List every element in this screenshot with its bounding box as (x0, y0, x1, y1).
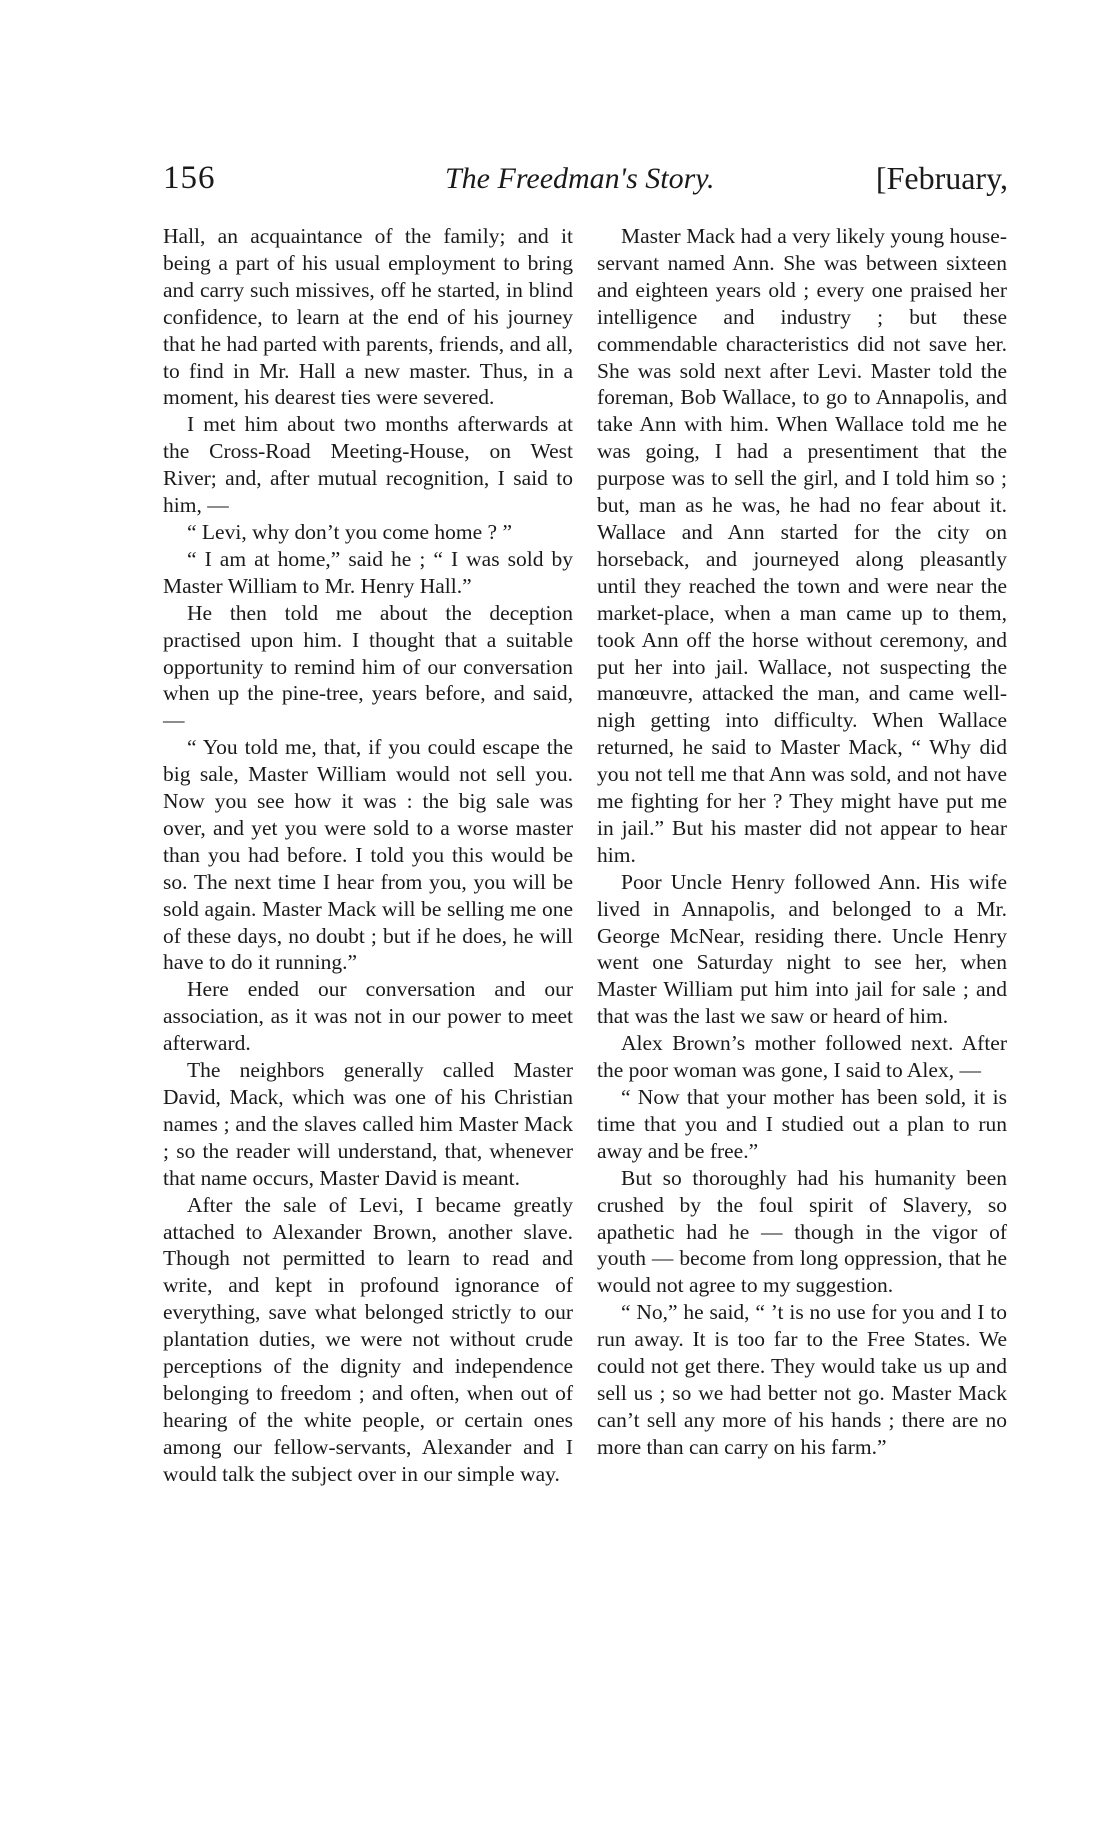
paragraph: The neighbors generally called Master David, Mack, which was one of his Christian names ; and the slaves called him Master Mack ; so the reader will understand, that, whenever that name occurs, Master David is meant. (163, 1058, 573, 1190)
paragraph: Alex Brown’s mother followed next. After the poor woman was gone, I said to Alex, — (597, 1031, 1007, 1083)
paragraph: “ No,” he said, “ ’t is no use for you and I to run away. It is too far to the Free States. We could not get there. They would take us up and sell us ; so we had better not go. Master Mack can’t sell any more of his hands ; there are no more than can carry on his farm.” (597, 1300, 1007, 1459)
page-number: 156 (163, 160, 216, 196)
paragraph: “ I am at home,” said he ; “ I was sold by Master William to Mr. Henry Hall.” (163, 546, 573, 598)
left-column (163, 223, 573, 1488)
running-month: [February, (875, 160, 1008, 196)
paragraph: Hall, an acquaintance of the family; and it being a part of his usual employment to bring and carry such missives, off he started, in blind confidence, to learn at the end of his journey that he had parted with parents, friends, and all, to find in Mr. Hall a new master. Thus, in a moment, his dearest ties were severed. (163, 224, 573, 410)
running-head (163, 160, 1008, 200)
right-column (597, 223, 1007, 1461)
paragraph: Master Mack had a very likely young house-servant named Ann. She was between sixteen and eighteen years old ; every one praised her intelligence and industry ; but these commendable characteristics did not save her. She was sold next after Levi. Master told the foreman, Bob Wallace, to go to Annapolis, and take Ann with him. When Wallace told me he was going, I had a presentiment that the purpose was to sell the girl, and I told him so ; but, man as he was, he had no fear about it. Wallace and Ann started for the city on horseback, and journeyed along pleasantly until they reached the town and were near the market-place, when a man came up to them, took Ann off the horse without ceremony, and put her into jail. Wallace, not suspecting the manœuvre, attacked the man, and came well-nigh getting into difficulty. When Wallace returned, he said to Master Mack, “ Why did you not tell me that Ann was sold, and not have me fighting for her ? They might have put me in jail.” But his master did not appear to hear him. (597, 224, 1007, 867)
paragraph: I met him about two months afterwards at the Cross-Road Meeting-House, on West River; and, after mutual recognition, I said to him, — (163, 412, 573, 518)
paragraph: “ Levi, why don’t you come home ? ” (187, 519, 512, 544)
running-title: The Freedman's Story. (445, 162, 715, 195)
paragraph: “ Now that your mother has been sold, it is time that you and I studied out a plan to run away and be free.” (597, 1085, 1007, 1163)
paragraph: Here ended our conversation and our association, as it was not in our power to meet afterward. (163, 977, 573, 1056)
paragraph: After the sale of Levi, I became greatly attached to Alexander Brown, another slave. Though not permitted to learn to read and write, and kept in profound ignorance of everything, save what belonged strictly to our plantation duties, we were not without crude perceptions of the dignity and independence belonging to freedom ; and often, when out of hearing of the white people, or certain ones among our fellow-servants, Alexander and I would talk the subject over in our simple way. (163, 1192, 573, 1486)
paragraph: But so thoroughly had his humanity been crushed by the foul spirit of Slavery, so apathetic had he — though in the vigor of youth — become from long oppression, that he would not agree to my suggestion. (597, 1165, 1007, 1298)
paragraph: He then told me about the deception practised upon him. I thought that a suitable opportunity to remind him of our conversation when up the pine-tree, years before, and said, — (163, 600, 573, 733)
paragraph: Poor Uncle Henry followed Ann. His wife lived in Annapolis, and belonged to a Mr. George McNear, residing there. Uncle Henry went one Saturday night to see her, when Master William put him into jail for sale ; and that was the last we saw or heard of him. (597, 869, 1007, 1029)
paragraph: “ You told me, that, if you could escape the big sale, Master William would not sell you. Now you see how it was : the big sale was over, and yet you were sold to a worse master than you had before. I told you this would be so. The next time I hear from you, you will be sold again. Master Mack will be selling me one of these days, no doubt ; but if he does, he will have to do it running.” (163, 735, 573, 975)
